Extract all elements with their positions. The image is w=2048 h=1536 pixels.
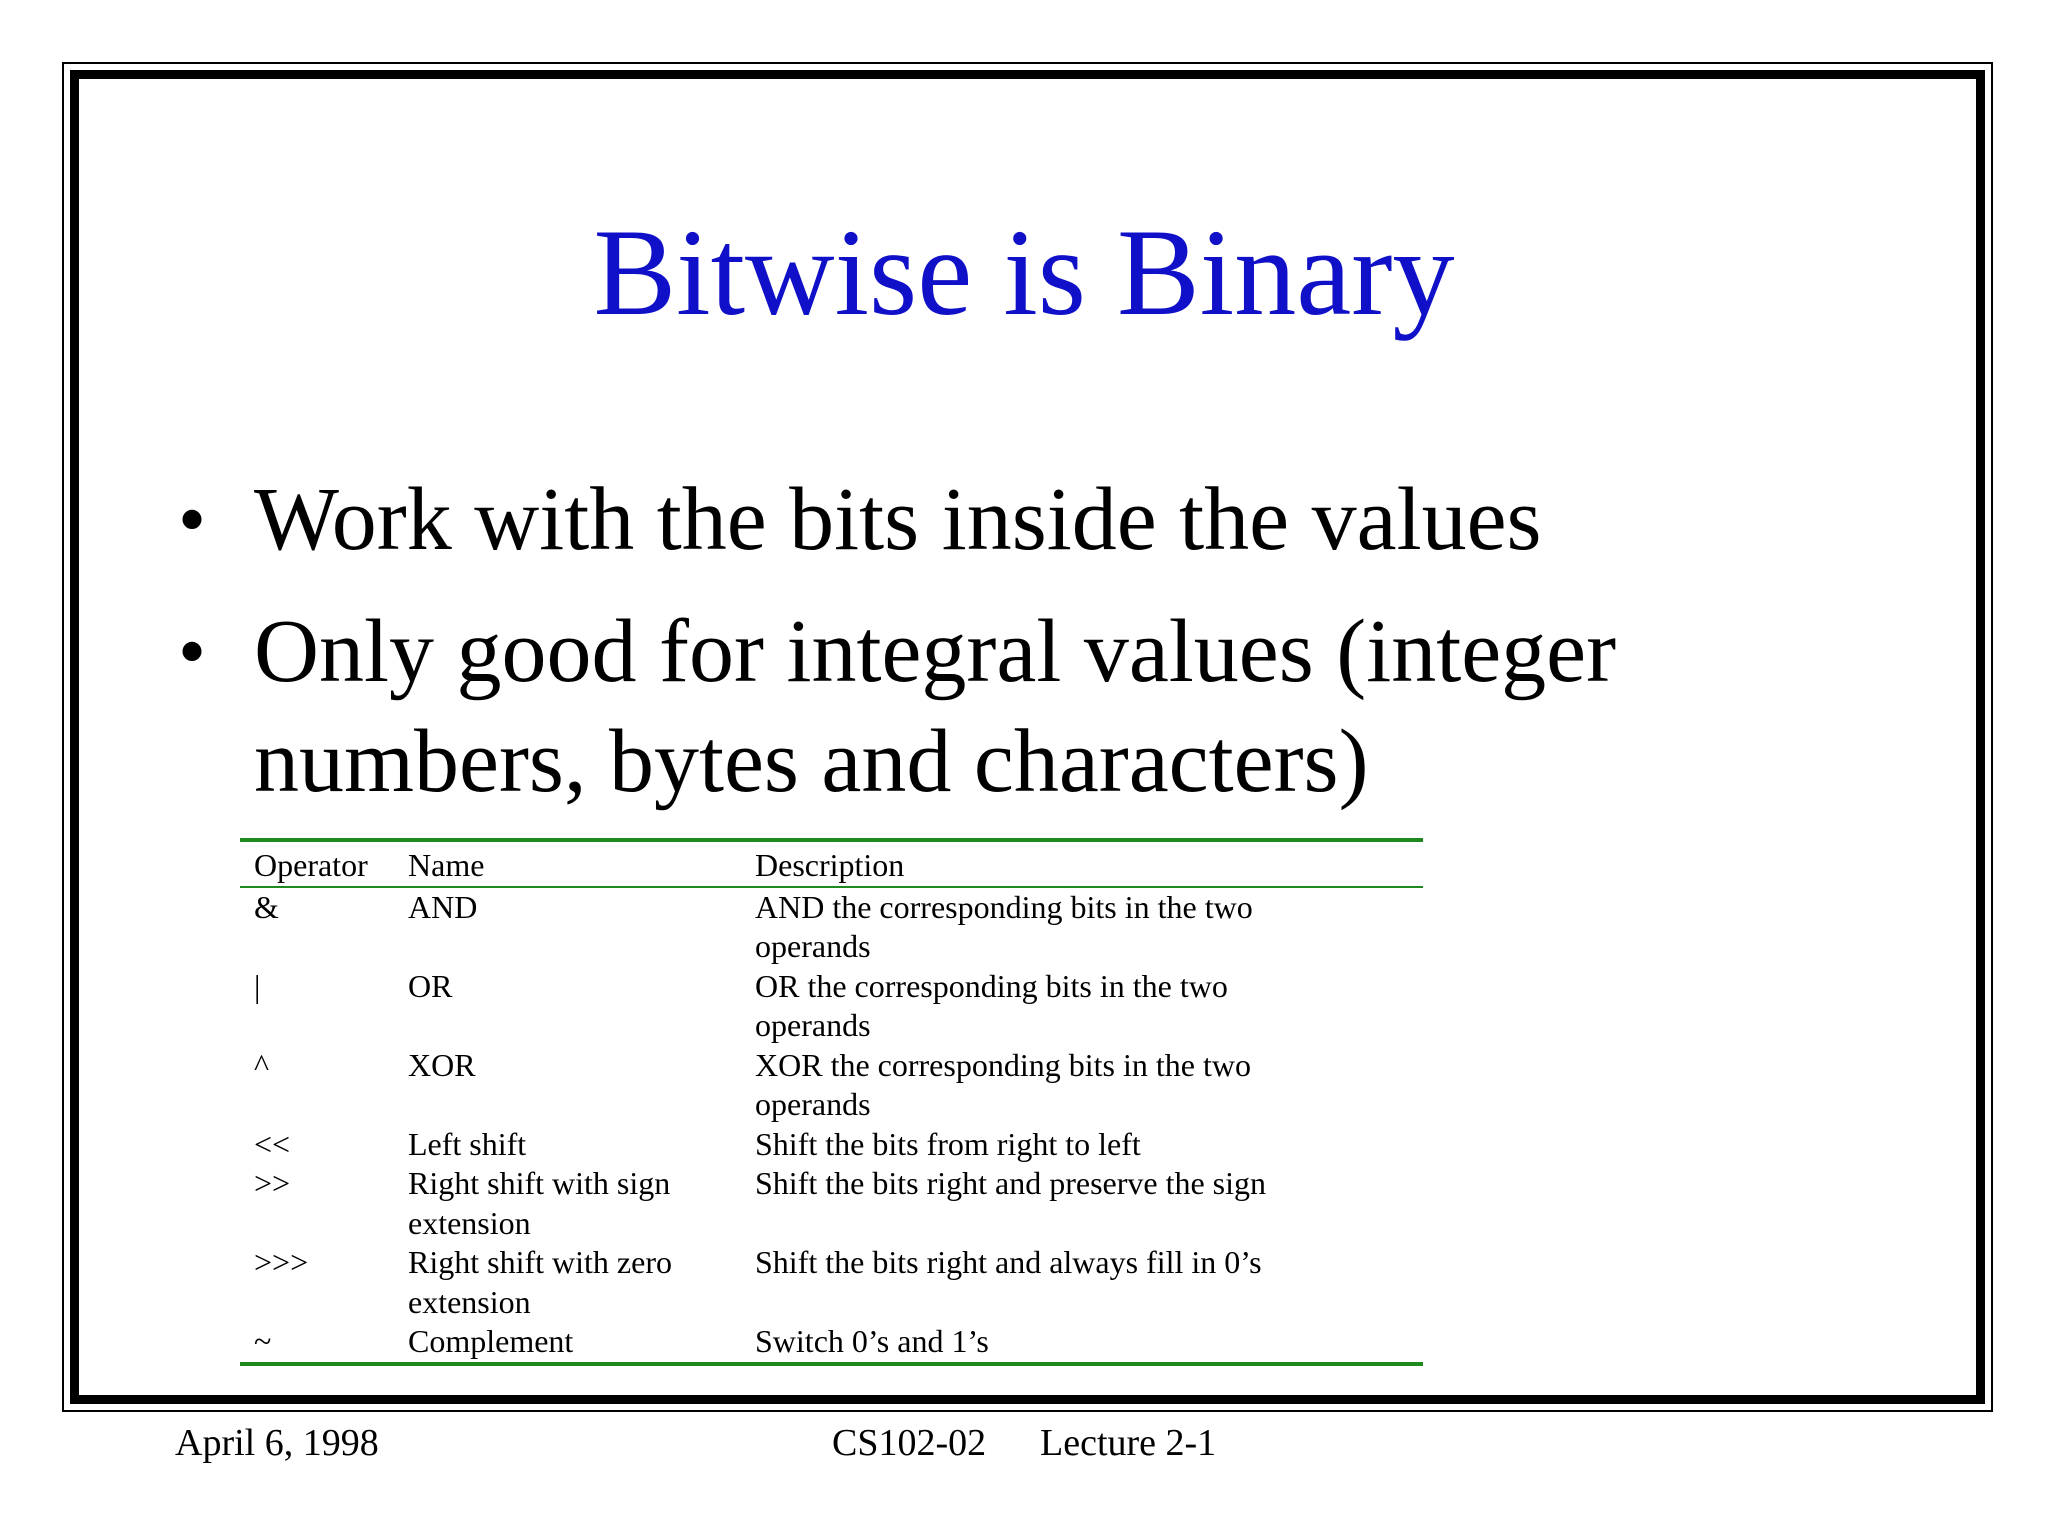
cell-description: Shift the bits right and preserve the sign [755, 1165, 1267, 1201]
slide-title: Bitwise is Binary [593, 204, 1455, 341]
cell-operator: & [254, 888, 279, 925]
cell-name: AND [408, 888, 478, 925]
bullet-text: Work with the bits inside the values [254, 470, 1542, 569]
header-operator: Operator [254, 847, 368, 883]
footer-date: April 6, 1998 [175, 1422, 379, 1464]
bullet-list [170, 465, 1790, 839]
bullet-marker: • [178, 476, 207, 564]
header-description: Description [755, 847, 905, 883]
bullet-marker: • [178, 608, 207, 696]
cell-name: XOR [408, 1046, 476, 1083]
header-name: Name [408, 847, 485, 883]
cell-operator: >>> [254, 1244, 309, 1280]
operator-table [240, 838, 1423, 1366]
cell-name: Right shift with sign extension [408, 1165, 671, 1241]
bullet-item [170, 465, 1790, 575]
table-header-row [240, 842, 1423, 888]
cell-operator: << [254, 1125, 291, 1162]
table-row [240, 1243, 1423, 1322]
cell-description: Switch 0’s and 1’s [755, 1323, 989, 1359]
bullet-text: Only good for integral values (integer numbers, bytes and characters) [254, 602, 1617, 811]
cell-description: Shift the bits right and always fill in 0’s [755, 1244, 1262, 1280]
cell-operator: | [254, 967, 261, 1004]
footer-lecture: Lecture 2-1 [1040, 1422, 1217, 1464]
cell-operator: >> [254, 1165, 291, 1201]
cell-name: Complement [408, 1323, 574, 1359]
table-row [240, 888, 1423, 967]
table-row [240, 1322, 1423, 1362]
cell-name: OR [408, 967, 453, 1004]
cell-description: Shift the bits from right to left [755, 1125, 1141, 1162]
cell-name: Left shift [408, 1125, 527, 1162]
cell-operator: ^ [254, 1046, 270, 1083]
table-row [240, 1164, 1423, 1243]
bullet-item [170, 597, 1790, 817]
cell-description: AND the corresponding bits in the two operands [755, 888, 1253, 964]
cell-description: OR the corresponding bits in the two operands [755, 967, 1228, 1043]
cell-description: XOR the corresponding bits in the two operands [755, 1046, 1251, 1122]
table-row [240, 1046, 1423, 1125]
cell-name: Right shift with zero extension [408, 1244, 672, 1320]
table-row [240, 1125, 1423, 1165]
cell-operator: ~ [254, 1323, 272, 1359]
footer-course: CS102-02 [832, 1422, 987, 1464]
table-row [240, 967, 1423, 1046]
